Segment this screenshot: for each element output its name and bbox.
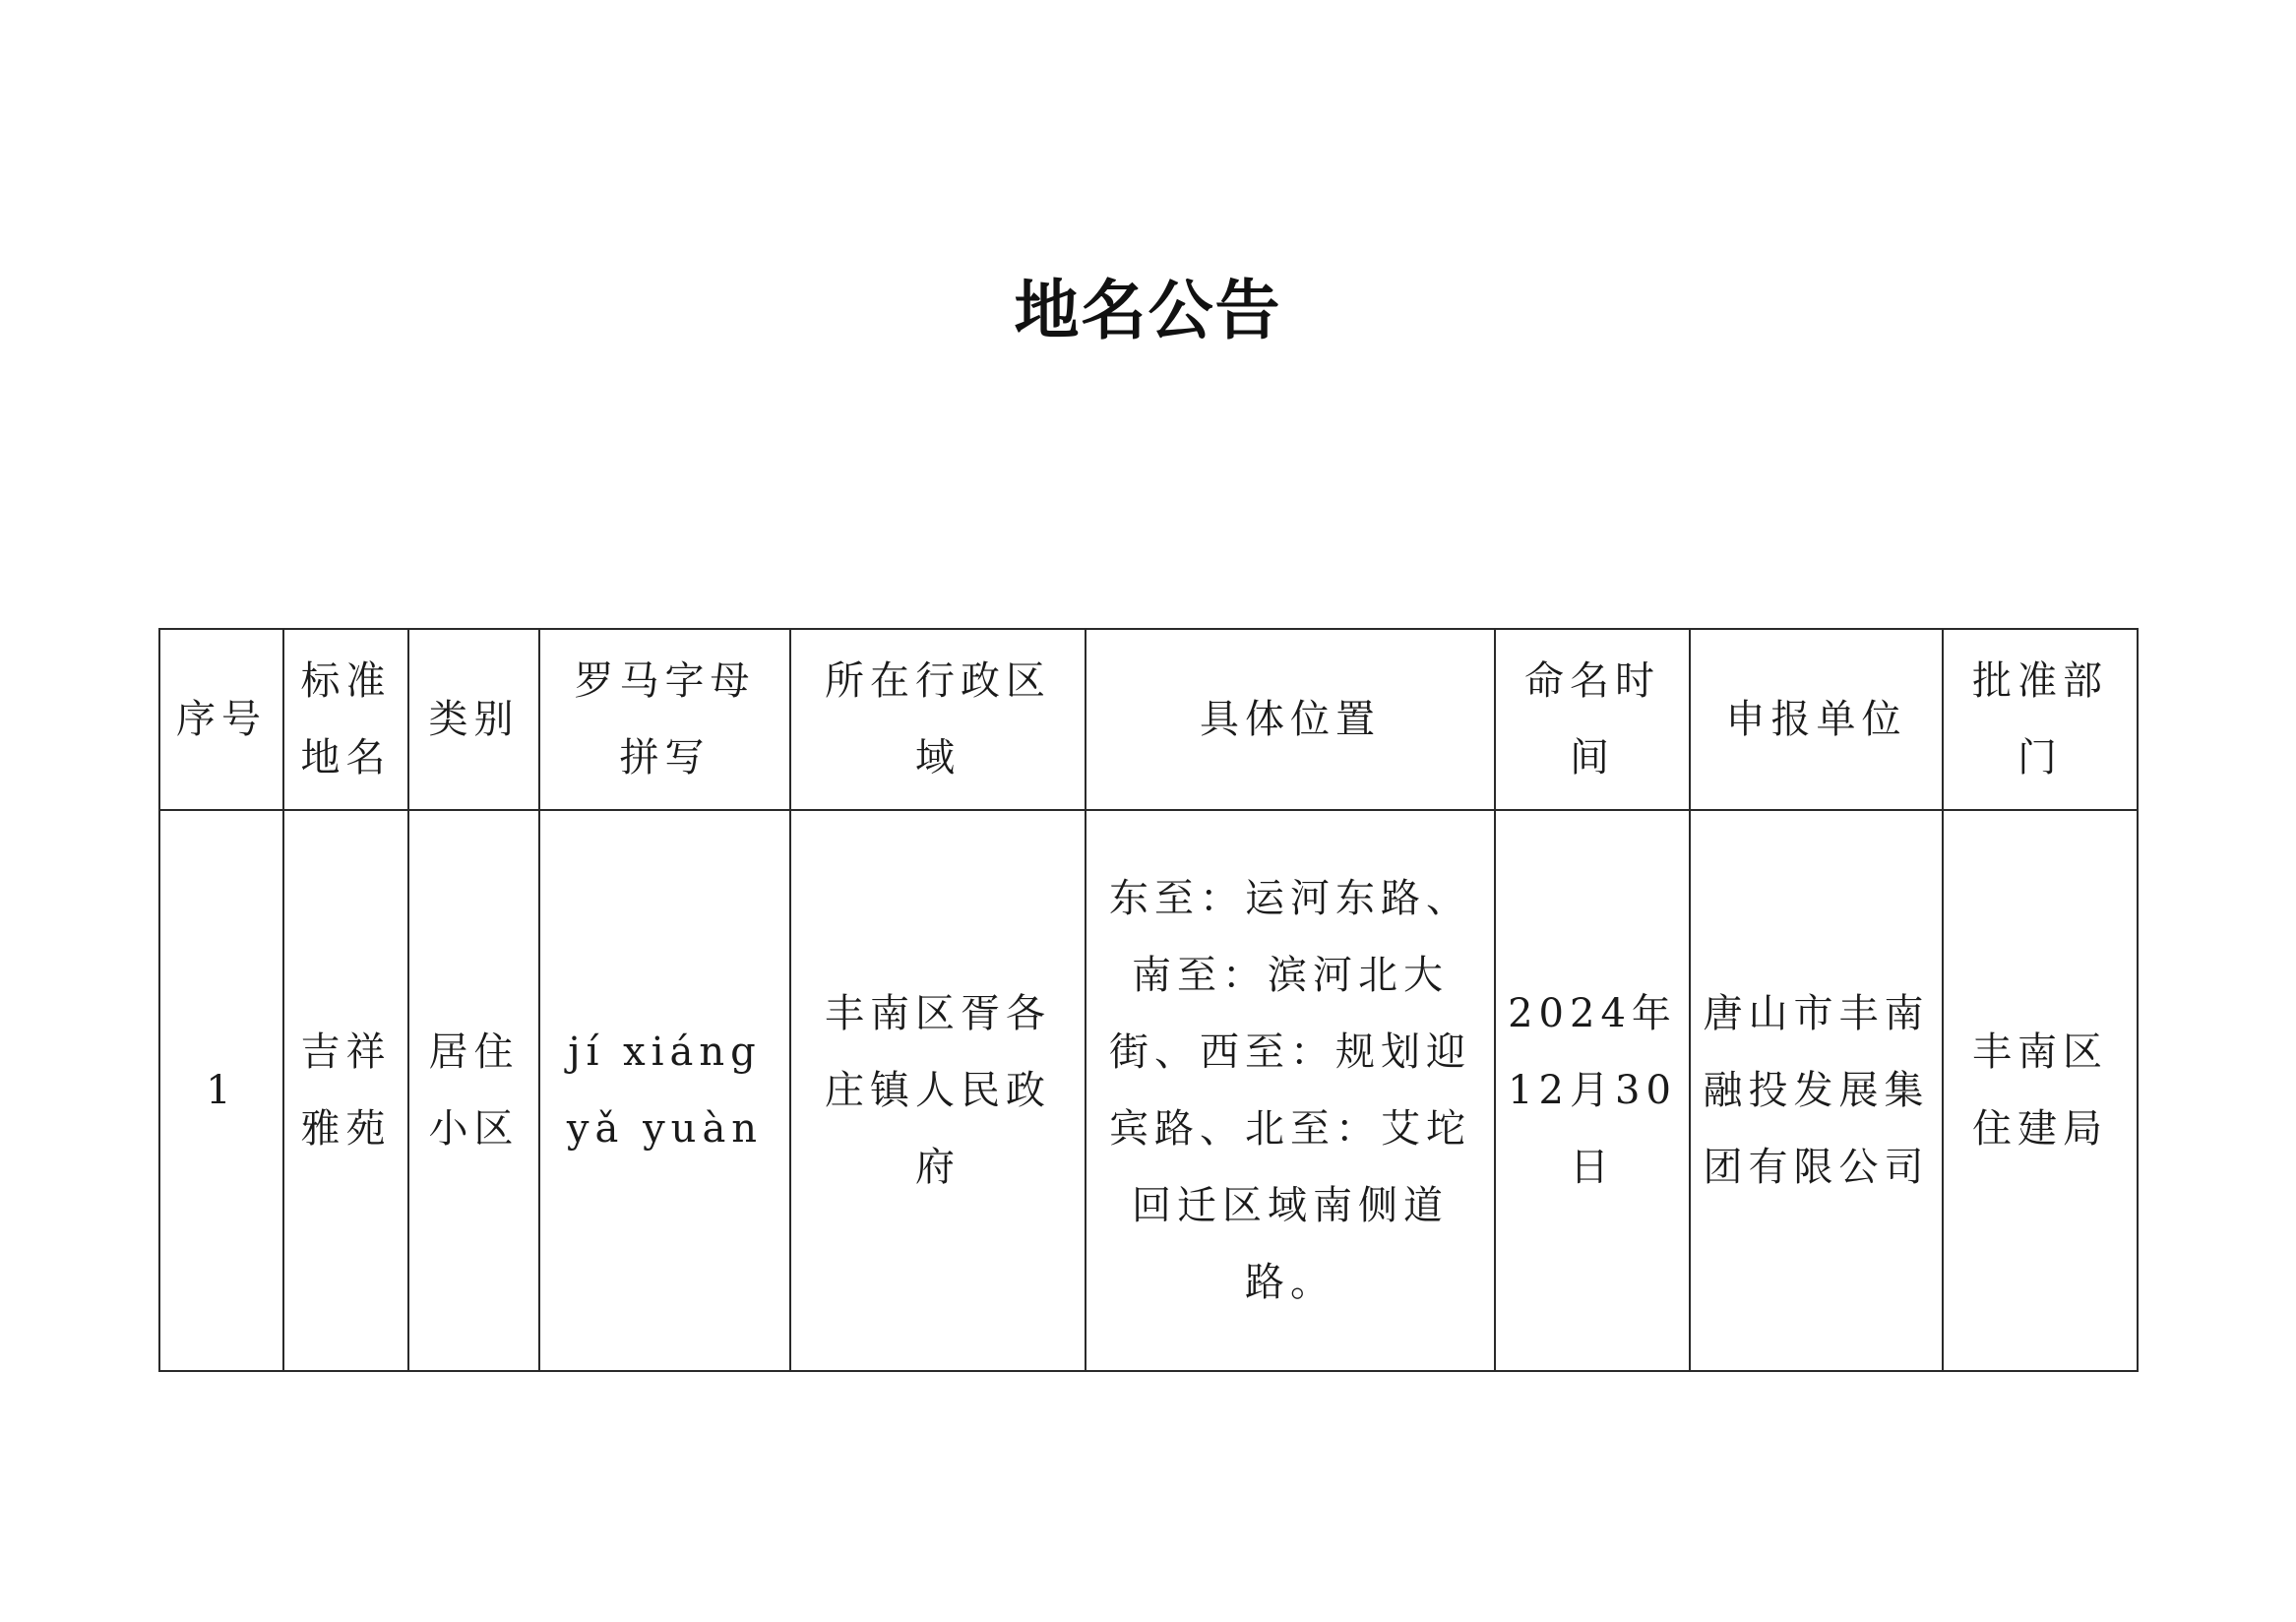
table-row <box>159 810 2138 1371</box>
header-applicant: 申报单位 <box>1690 629 1943 810</box>
header-standard-name: 标准地名 <box>283 629 408 810</box>
place-name-table <box>158 628 2139 1372</box>
header-category: 类别 <box>408 629 539 810</box>
cell-standard-name: 吉祥雅苑 <box>283 810 408 1371</box>
cell-location: 东至：运河东路、南至：滨河北大街、西至：规划迎宾路、北至：艾坨回迁区域南侧道路。 <box>1086 810 1495 1371</box>
cell-applicant: 唐山市丰南融投发展集团有限公司 <box>1690 810 1943 1371</box>
page-title: 地名公告 <box>1014 273 1282 348</box>
header-approver: 批准部门 <box>1943 629 2138 810</box>
cell-category: 居住小区 <box>408 810 539 1371</box>
table-header-row <box>159 629 2138 810</box>
cell-approver: 丰南区住建局 <box>1943 810 2138 1371</box>
cell-naming-date: 2024年12月30日 <box>1495 810 1690 1371</box>
header-naming-date: 命名时间 <box>1495 629 1690 810</box>
header-index: 序号 <box>159 629 283 810</box>
header-romanization: 罗马字母拼写 <box>539 629 790 810</box>
cell-romanization: jí xiáng yǎ yuàn <box>539 810 790 1371</box>
header-location: 具体位置 <box>1086 629 1495 810</box>
header-admin-region: 所在行政区域 <box>790 629 1086 810</box>
cell-admin-region: 丰南区胥各庄镇人民政府 <box>790 810 1086 1371</box>
cell-index: 1 <box>159 810 283 1371</box>
